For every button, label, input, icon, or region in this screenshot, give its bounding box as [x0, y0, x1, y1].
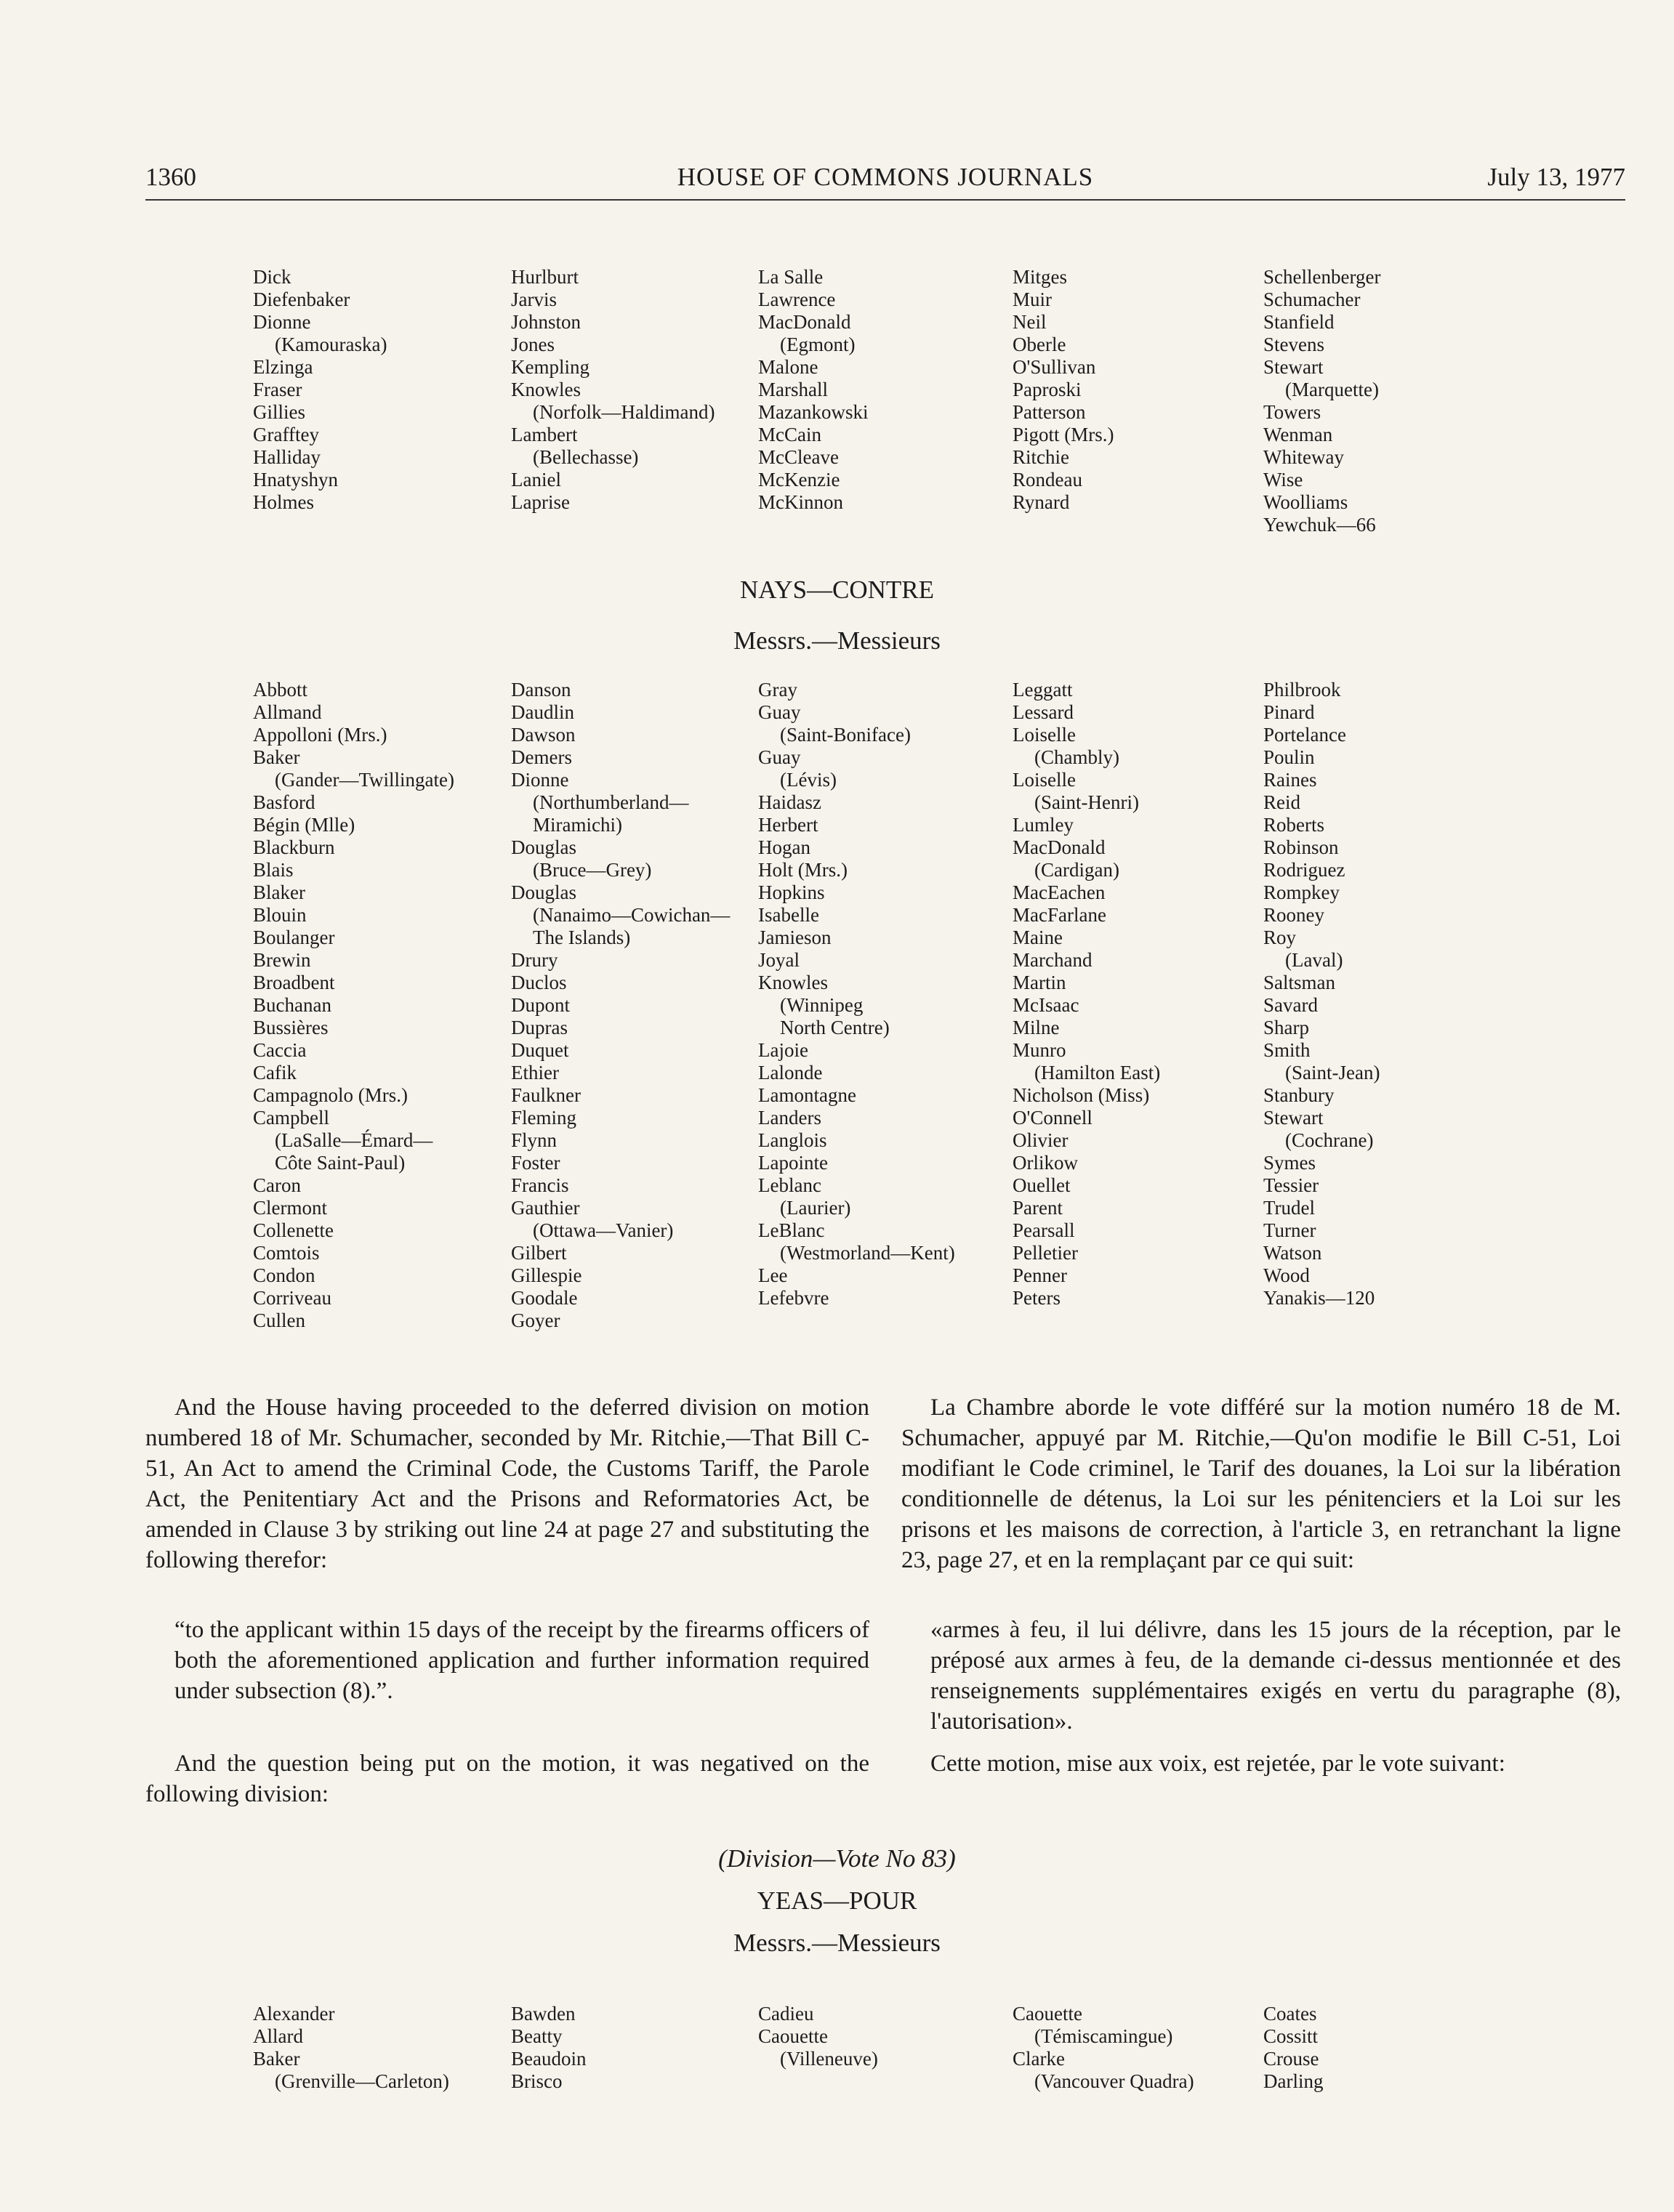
member-name: Grafftey [253, 424, 319, 445]
member-name: Stanfield [1263, 311, 1335, 333]
member-name: (Témiscamingue) [1034, 2025, 1173, 2047]
member-name: (Lévis) [780, 769, 837, 791]
member-name: Duquet [511, 1039, 569, 1061]
member-name: Knowles [758, 972, 828, 993]
member-name: (Saint-Henri) [1034, 791, 1139, 813]
member-name: Lawrence [758, 288, 836, 310]
member-name: Loiselle [1013, 769, 1076, 791]
member-name: Condon [253, 1264, 315, 1286]
member-name: Parent [1013, 1197, 1063, 1219]
name-column [1013, 679, 1267, 1309]
name-column [1263, 679, 1518, 1309]
member-name: Boulanger [253, 927, 335, 948]
member-name: Brewin [253, 949, 311, 971]
member-name: Rooney [1263, 904, 1324, 926]
member-name: Bussières [253, 1017, 329, 1038]
member-name: Roberts [1263, 814, 1324, 836]
member-name: O'Sullivan [1013, 356, 1096, 378]
member-name: Landers [758, 1107, 821, 1129]
member-name: MacDonald [758, 311, 851, 333]
member-name: Marshall [758, 379, 828, 400]
member-name: Dionne [253, 311, 311, 333]
member-name: Elzinga [253, 356, 313, 378]
member-name: Cossitt [1263, 2025, 1319, 2047]
member-name: (Kamouraska) [275, 334, 387, 355]
member-name: (Bruce—Grey) [533, 859, 652, 881]
member-name: O'Connell [1013, 1107, 1092, 1129]
member-name: Schumacher [1263, 288, 1361, 310]
member-name: Langlois [758, 1129, 827, 1151]
member-name: Dupras [511, 1017, 568, 1038]
member-name: Buchanan [253, 994, 331, 1016]
member-name: Malone [758, 356, 818, 378]
motion-english-quote: “to the applicant within 15 days of the receipt by the firearms officers of both the aforementioned application and further information required under subsection (8).”. [174, 1617, 869, 1704]
member-name: MacFarlane [1013, 904, 1106, 926]
member-name: Gilbert [511, 1242, 567, 1264]
member-name: Cafik [253, 1062, 297, 1083]
member-name: Lajoie [758, 1039, 808, 1061]
member-name: Dawson [511, 724, 576, 746]
member-name: Bawden [511, 2003, 576, 2025]
member-name: Ritchie [1013, 446, 1069, 468]
member-name: Miramichi) [533, 814, 622, 836]
motion-french-quote: «armes à feu, il lui délivre, dans les 15 jours de la réception, par le préposé aux armes à feu, de la demande ci-dessus mentionnée et des renseignements supplémentaires exigés en vertu du paragraphe (8), l'autorisation». [930, 1617, 1621, 1735]
member-name: Savard [1263, 994, 1318, 1016]
member-name: Muir [1013, 288, 1052, 310]
member-name: Pigott (Mrs.) [1013, 424, 1114, 445]
member-name: (Gander—Twillingate) [275, 769, 455, 791]
member-name: Rodriguez [1263, 859, 1345, 881]
member-name: (Chambly) [1034, 746, 1119, 768]
member-name: Joyal [758, 949, 800, 971]
name-column [758, 2003, 1013, 2070]
member-name: Ouellet [1013, 1174, 1071, 1196]
member-name: (Saint-Boniface) [780, 724, 911, 746]
member-name: North Centre) [780, 1017, 890, 1038]
member-name: La Salle [758, 266, 824, 288]
member-name: (LaSalle—Émard— [275, 1129, 433, 1151]
member-name: Philbrook [1263, 679, 1341, 701]
member-name: Wise [1263, 469, 1303, 491]
member-name: (Saint-Jean) [1285, 1062, 1380, 1083]
member-name: Watson [1263, 1242, 1322, 1264]
name-column [511, 679, 765, 1332]
motion-french-question: Cette motion, mise aux voix, est rejetée, par le vote suivant: [930, 1751, 1505, 1777]
member-name: Allard [253, 2025, 303, 2047]
member-name: (Winnipeg [780, 994, 864, 1016]
member-name: Stevens [1263, 334, 1324, 355]
member-name: Gray [758, 679, 797, 701]
member-name: Raines [1263, 769, 1317, 791]
member-name: Lamontagne [758, 1084, 856, 1106]
member-name: Knowles [511, 379, 581, 400]
member-name: (Grenville—Carleton) [275, 2070, 449, 2092]
member-name: McCleave [758, 446, 839, 468]
nays-list [253, 679, 1489, 1347]
member-name: (Marquette) [1285, 379, 1379, 400]
member-name: Paproski [1013, 379, 1082, 400]
member-name: Halliday [253, 446, 321, 468]
yeas-subheading: Messrs.—Messieurs [733, 1929, 941, 1957]
member-name: Oberle [1013, 334, 1066, 355]
member-name: Demers [511, 746, 572, 768]
name-column [511, 266, 765, 514]
member-name: Tessier [1263, 1174, 1319, 1196]
member-name: Beatty [511, 2025, 563, 2047]
name-column [758, 266, 1013, 514]
member-name: Leggatt [1013, 679, 1073, 701]
member-name: (Hamilton East) [1034, 1062, 1161, 1083]
member-name: Baker [253, 2048, 300, 2070]
member-name: Leblanc [758, 1174, 821, 1196]
member-name: Orlikow [1013, 1152, 1078, 1174]
member-name: Lee [758, 1264, 788, 1286]
member-name: Gillespie [511, 1264, 582, 1286]
member-name: Schellenberger [1263, 266, 1381, 288]
member-name: (Vancouver Quadra) [1034, 2070, 1194, 2092]
member-name: Hogan [758, 836, 810, 858]
member-name: Gillies [253, 401, 305, 423]
page-header [145, 163, 1625, 201]
member-name: Côte Saint-Paul) [275, 1152, 406, 1174]
member-name: Brisco [511, 2070, 563, 2092]
member-name: Patterson [1013, 401, 1086, 423]
member-name: Pinard [1263, 701, 1315, 723]
yeas-continued-list [253, 266, 1489, 557]
member-name: Clermont [253, 1197, 327, 1219]
member-name: Robinson [1263, 836, 1339, 858]
member-name: Broadbent [253, 972, 335, 993]
member-name: Smith [1263, 1039, 1311, 1061]
member-name: Caouette [758, 2025, 828, 2047]
member-name: Marchand [1013, 949, 1092, 971]
member-name: Neil [1013, 311, 1047, 333]
member-name: Turner [1263, 1219, 1316, 1241]
name-column [253, 679, 507, 1332]
member-name: Rynard [1013, 491, 1070, 513]
member-name: (Villeneuve) [780, 2048, 878, 2070]
member-name: Jarvis [511, 288, 557, 310]
member-name: Clarke [1013, 2048, 1065, 2070]
name-column [511, 2003, 765, 2093]
member-name: Lumley [1013, 814, 1074, 836]
member-name: McIsaac [1013, 994, 1079, 1016]
member-name: Peters [1013, 1287, 1061, 1309]
member-name: Fleming [511, 1107, 577, 1129]
member-name: Guay [758, 701, 801, 723]
member-name: Mazankowski [758, 401, 869, 423]
member-name: Jamieson [758, 927, 832, 948]
name-column [1013, 2003, 1267, 2093]
member-name: McKinnon [758, 491, 843, 513]
member-name: Daudlin [511, 701, 574, 723]
member-name: MacEachen [1013, 881, 1106, 903]
motion-french-paragraph: La Chambre aborde le vote différé sur la motion numéro 18 de M. Schumacher, appuyé par M. Ritchie,—Qu'on modifie le Bill C-51, Loi modifiant le Code criminel, le Tarif des douanes, la Loi sur la libération conditionnelle de détenus, la Loi sur les pénitenciers et la Loi sur les prisons et les maisons de correction, à l'article 3, en retranchant la ligne 23, page 27, et en la remplaçant par ce qui suit: [901, 1394, 1621, 1573]
member-name: Danson [511, 679, 571, 701]
member-name: Hopkins [758, 881, 825, 903]
member-name: Olivier [1013, 1129, 1069, 1151]
member-name: Lefebvre [758, 1287, 829, 1309]
member-name: Fraser [253, 379, 302, 400]
member-name: Caron [253, 1174, 301, 1196]
member-name: Laniel [511, 469, 561, 491]
member-name: Cadieu [758, 2003, 814, 2025]
member-name: Johnston [511, 311, 582, 333]
member-name: (Laurier) [780, 1197, 851, 1219]
member-name: Holt (Mrs.) [758, 859, 848, 881]
member-name: LeBlanc [758, 1219, 825, 1241]
member-name: Basford [253, 791, 315, 813]
member-name: Flynn [511, 1129, 558, 1151]
member-name: Blackburn [253, 836, 335, 858]
yeas-heading: YEAS—POUR [757, 1886, 917, 1915]
member-name: Duclos [511, 972, 567, 993]
name-column [253, 2003, 507, 2093]
member-name: Poulin [1263, 746, 1315, 768]
name-column [1013, 266, 1267, 514]
member-name: Cullen [253, 1309, 305, 1331]
member-name: Symes [1263, 1152, 1316, 1174]
member-name: Holmes [253, 491, 314, 513]
member-name: Hurlburt [511, 266, 579, 288]
member-name: Corriveau [253, 1287, 331, 1309]
member-name: (Norfolk—Haldimand) [533, 401, 715, 423]
member-name: Yewchuk—66 [1263, 514, 1376, 536]
nays-heading: NAYS—CONTRE [739, 576, 935, 604]
member-name: Bégin (Mlle) [253, 814, 355, 836]
member-name: Lalonde [758, 1062, 823, 1083]
division-yeas-list [253, 2003, 1489, 2104]
member-name: Roy [1263, 927, 1297, 948]
member-name: Lapointe [758, 1152, 828, 1174]
member-name: Comtois [253, 1242, 320, 1264]
member-name: Herbert [758, 814, 818, 836]
member-name: Faulkner [511, 1084, 581, 1106]
member-name: Maine [1013, 927, 1063, 948]
member-name: Guay [758, 746, 801, 768]
member-name: Diefenbaker [253, 288, 350, 310]
member-name: Douglas [511, 836, 576, 858]
member-name: Pearsall [1013, 1219, 1075, 1241]
member-name: Abbott [253, 679, 308, 701]
member-name: Loiselle [1013, 724, 1076, 746]
member-name: Gauthier [511, 1197, 580, 1219]
member-name: Ethier [511, 1062, 559, 1083]
member-name: Alexander [253, 2003, 335, 2025]
member-name: Baker [253, 746, 300, 768]
member-name: Kempling [511, 356, 589, 378]
member-name: Portelance [1263, 724, 1346, 746]
name-column [1263, 2003, 1518, 2093]
member-name: Dupont [511, 994, 570, 1016]
member-name: Goodale [511, 1287, 578, 1309]
member-name: McKenzie [758, 469, 840, 491]
member-name: Crouse [1263, 2048, 1319, 2070]
member-name: The Islands) [533, 927, 631, 948]
member-name: Coates [1263, 2003, 1317, 2025]
member-name: (Northumberland— [533, 791, 689, 813]
member-name: (Ottawa—Vanier) [533, 1219, 674, 1241]
member-name: (Laval) [1285, 949, 1343, 971]
member-name: (Cochrane) [1285, 1129, 1374, 1151]
name-column [758, 679, 1013, 1309]
member-name: Lambert [511, 424, 578, 445]
member-name: Caccia [253, 1039, 307, 1061]
member-name: Beaudoin [511, 2048, 587, 2070]
member-name: Drury [511, 949, 558, 971]
division-title: (Division—Vote No 83) [718, 1844, 956, 1873]
member-name: Allmand [253, 701, 322, 723]
page-number: 1360 [145, 163, 196, 191]
member-name: Wood [1263, 1264, 1310, 1286]
member-name: Wenman [1263, 424, 1333, 445]
member-name: Whiteway [1263, 446, 1344, 468]
member-name: Appolloni (Mrs.) [253, 724, 387, 746]
member-name: Blais [253, 859, 294, 881]
page-date: July 13, 1977 [1487, 163, 1625, 191]
member-name: (Bellechasse) [533, 446, 639, 468]
member-name: Woolliams [1263, 491, 1348, 513]
member-name: Hnatyshyn [253, 469, 338, 491]
name-column [253, 266, 507, 514]
member-name: Campbell [253, 1107, 329, 1129]
member-name: MacDonald [1013, 836, 1106, 858]
member-name: Foster [511, 1152, 560, 1174]
member-name: (Nanaimo—Cowichan— [533, 904, 731, 926]
nays-subheading: Messrs.—Messieurs [733, 626, 941, 655]
member-name: Towers [1263, 401, 1321, 423]
member-name: Goyer [511, 1309, 560, 1331]
member-name: Martin [1013, 972, 1066, 993]
member-name: Collenette [253, 1219, 334, 1241]
member-name: Mitges [1013, 266, 1068, 288]
member-name: Isabelle [758, 904, 819, 926]
member-name: Stewart [1263, 356, 1324, 378]
member-name: Pelletier [1013, 1242, 1078, 1264]
member-name: Douglas [511, 881, 576, 903]
member-name: McCain [758, 424, 821, 445]
member-name: Reid [1263, 791, 1300, 813]
member-name: Blouin [253, 904, 307, 926]
member-name: Yanakis—120 [1263, 1287, 1375, 1309]
member-name: (Westmorland—Kent) [780, 1242, 955, 1264]
member-name: Rondeau [1013, 469, 1082, 491]
member-name: Francis [511, 1174, 569, 1196]
member-name: Caouette [1013, 2003, 1082, 2025]
motion-english-paragraph: And the House having proceeded to the deferred division on motion numbered 18 of Mr. Schumacher, seconded by Mr. Ritchie,—That Bill C-51, An Act to amend the Criminal Code, the Customs Tariff, the Parole Act, the Penitentiary Act and the Prisons and Reformatories Act, be amended in Clause 3 by striking out line 24 at page 27 and substituting the following therefor: [145, 1394, 869, 1573]
member-name: Dionne [511, 769, 569, 791]
member-name: Milne [1013, 1017, 1060, 1038]
member-name: Haidasz [758, 791, 821, 813]
member-name: (Cardigan) [1034, 859, 1119, 881]
member-name: Dick [253, 266, 291, 288]
member-name: (Egmont) [780, 334, 856, 355]
member-name: Campagnolo (Mrs.) [253, 1084, 408, 1106]
member-name: Munro [1013, 1039, 1066, 1061]
journal-title: HOUSE OF COMMONS JOURNALS [677, 163, 1094, 191]
member-name: Penner [1013, 1264, 1067, 1286]
member-name: Saltsman [1263, 972, 1335, 993]
member-name: Laprise [511, 491, 570, 513]
member-name: Stewart [1263, 1107, 1324, 1129]
member-name: Jones [511, 334, 555, 355]
member-name: Sharp [1263, 1017, 1309, 1038]
member-name: Darling [1263, 2070, 1324, 2092]
member-name: Nicholson (Miss) [1013, 1084, 1150, 1106]
name-column [1263, 266, 1518, 536]
member-name: Stanbury [1263, 1084, 1335, 1106]
motion-english-question: And the question being put on the motion, it was negatived on the following division: [145, 1751, 869, 1807]
member-name: Trudel [1263, 1197, 1316, 1219]
member-name: Blaker [253, 881, 305, 903]
member-name: Rompkey [1263, 881, 1340, 903]
member-name: Lessard [1013, 701, 1074, 723]
